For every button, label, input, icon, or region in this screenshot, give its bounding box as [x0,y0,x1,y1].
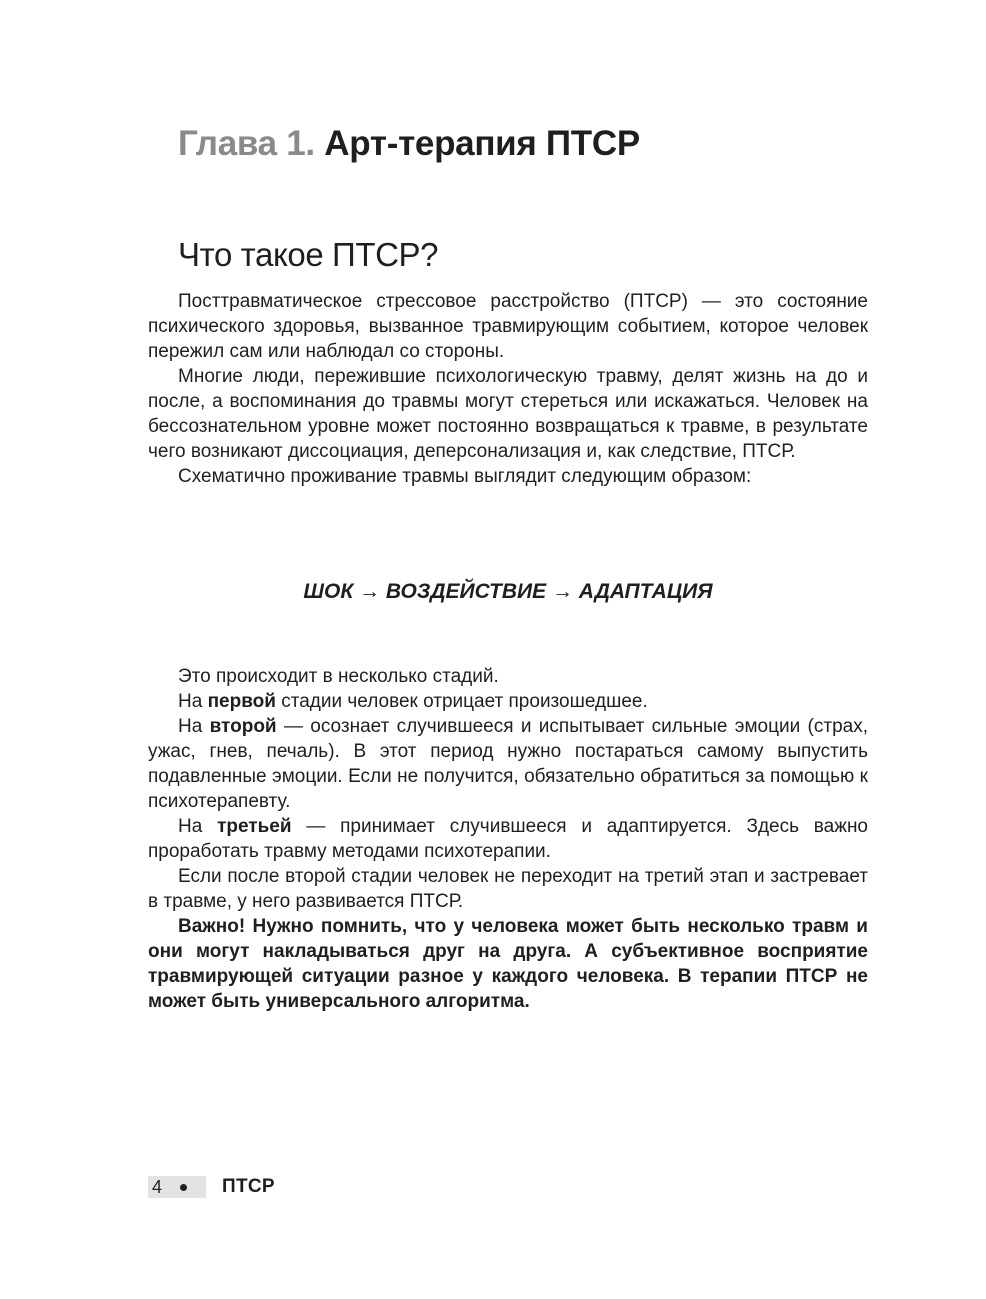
bullet-icon [180,1184,187,1191]
chapter-number: Глава 1. [178,124,315,163]
page-footer [148,1175,275,1199]
intro-text [148,289,868,489]
paragraph-second-stage [148,714,868,814]
second-stage-lead: На [178,716,210,737]
paragraph-first-stage [148,689,868,714]
paragraph-stages-intro: Это происходит в несколько стадий. [178,666,499,687]
trauma-scheme: ШОК → ВОЗДЕЙСТВИЕ → АДАПТАЦИЯ [303,580,713,603]
chapter-title [178,124,640,164]
paragraph-memories: Многие люди, пережившие психологическую травму, делят жизнь на до и после, а воспоминания до травмы могут стереться или искажаться. Человек на бессознательном уровне может постоянно возвращаться к травме, в результате чего возникают диссоциация, деперсонализация и, как следствие, ПТСР. [148,366,868,462]
page-number: 4 [152,1176,163,1197]
first-stage-lead: На [178,691,208,712]
first-stage-text: стадии человек отрицает произошедшее. [275,691,648,712]
second-stage-keyword: второй [209,716,277,737]
paragraph-stuck: Если после второй стадии человек не переходит на третий этап и застревает в травме, у него развивается ПТСР. [148,866,868,912]
third-stage-lead: На [178,816,218,837]
section-title: Что такое ПТСР? [178,236,439,273]
paragraph-scheme-intro: Схематично проживание травмы выглядит следующим образом: [178,466,752,487]
stages-text [148,664,868,1014]
third-stage-keyword: третьей [217,816,292,837]
paragraph-definition: Посттравматическое стрессовое расстройство (ПТСР) — это состояние психического здоровья, вызванное травмирующим событием, которое человек пережил сам или наблюдал со стороны. [148,291,868,362]
paragraph-important: Важно! Нужно помнить, что у человека может быть несколько травм и они могут накладываться друг на друга. А субъективное восприятие травмирующей ситуации разное у каждого человека. В терапии ПТСР не может быть универсального алгоритма. [148,916,868,1012]
paragraph-third-stage [148,814,868,864]
first-stage-keyword: первой [207,691,276,712]
running-head: ПТСР [222,1176,275,1197]
chapter-name: Арт-терапия ПТСР [324,124,640,163]
third-stage-text: — принимает случившееся и адаптируется. Здесь важно проработать травму методами психотерапии. [148,816,868,862]
second-stage-text: — осознает случившееся и испытывает сильные эмоции (страх, ужас, гнев, печаль). В этот период нужно постараться самому выпустить подавленные эмоции. Если не получится, обязательно обратиться за помощью к психотерапевту. [148,716,868,812]
page-number-box [148,1176,206,1198]
